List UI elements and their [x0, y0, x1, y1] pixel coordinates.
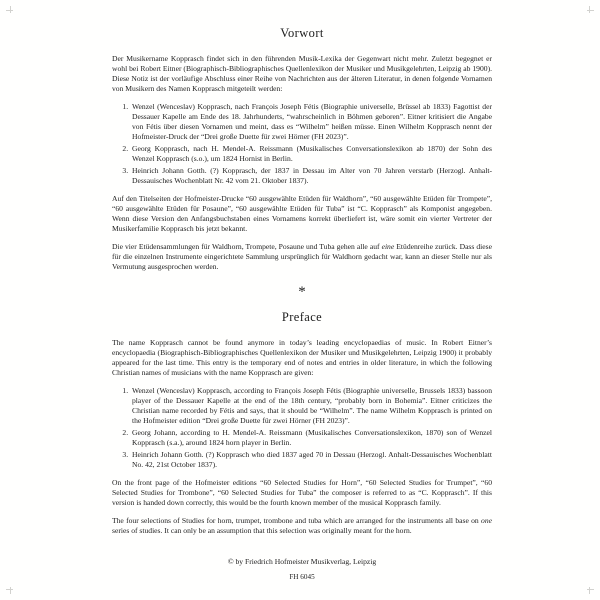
text-run: series of studies. It can only be an assumption that this selection was originally meant for the horn. [112, 526, 412, 535]
vorwort-name-list [115, 102, 492, 186]
vorwort-heading: Vorwort [280, 26, 324, 40]
vorwort-conclusion-paragraph [112, 242, 492, 272]
crop-mark [589, 587, 590, 594]
crop-mark [10, 6, 11, 13]
plate-number: FH 6045 [289, 573, 315, 581]
list-item: 2. Georg Johann, according to H. Mendel-A. Reissmann (Musikalisches Conversationslexikon, 1870) son of Wenzel Kopprasch (s.a.), around 1824 horn player in Berlin. [130, 428, 492, 448]
emphasized-word: one [481, 516, 492, 525]
list-item: 2. Georg Kopprasch, nach H. Mendel-A. Reissmann (Musikalisches Conversationslexikon ab 1870) der Sohn des Wenzel Kopprasch (s.o.), um 1824 Hornist in Berlin. [130, 144, 492, 164]
text-run: Die vier Etüdensammlungen für Waldhorn, Trompete, Posaune und Tuba gehen alle auf [112, 242, 382, 251]
preface-editions-paragraph: On the front page of the Hofmeister editions “60 Selected Studies for Horn”, “60 Selected Studies for Trumpet”, “60 Selected Studies for Trombone”, “60 Selected Studies for Tuba” the composer is referred to as “C. Kopprasch”. If this version is handed down correctly, this would be the fourth known member of the musical Kopprasch family. [112, 478, 492, 507]
list-item: 1. Wenzel (Wenceslav) Kopprasch, according to François Joseph Fétis (Biographie universelle, Brussels 1833) bassoon player of the Dessauer Kapelle at the end of the 18th century, “probably born in Bohemia”. Eitner criticizes the Christian name recorded by Fétis and says, that it should be “Wilhelm”. The name Wilhelm Kopprasch is printed on the Hofmeister edition “Drei große Duette für zwei Hörner (FH 2023)”. [130, 386, 492, 426]
text-run: The four selections of Studies for horn, trumpet, trombone and tuba which are arranged for the instruments all base on [112, 516, 482, 525]
list-item: 3. Heinrich Johann Gotth. (?) Kopprasch, der 1837 in Dessau im Alter von 70 Jahren verstarb (Herzogl. Anhalt-Dessauisches Wochenblatt Nr. 42 vom 21. Oktober 1837). [130, 166, 492, 186]
preface-section [112, 310, 492, 544]
page-footer [112, 557, 492, 586]
list-item: 3. Heinrich Johann Gotth. (?) Kopprasch who died 1837 aged 70 in Dessau (Herzogl. Anhalt-Dessauisches Wochenblatt No. 42, 21st October 1837). [130, 450, 492, 470]
crop-mark [10, 587, 11, 594]
vorwort-editions-paragraph: Auf den Titelseiten der Hofmeister-Drucke “60 ausgewählte Etüden für Waldhorn”, “60 ausgewählte Etüden für Trompete”, “60 ausgewählte Etüden für Posaune”, “60 ausgewählte Etüden für Tuba” ist “C. Kopprasch” als Komponist angegeben. Wenn diese Version den Anfangsbuchstaben eines Vornamens korrekt überliefert ist, wäre somit ein vierter Vertreter der Musikerfamilie Kopprasch bis jetzt bekannt. [112, 194, 492, 233]
text-run: Etüdenreihe zurück. Dass diese für die einzelnen Instrumente eingerichtete Sammlung ursprünglich für Waldhorn gedacht war, kann an dieser Stelle nur als Vermutung ausgesprochen werden. [112, 242, 492, 271]
preface-conclusion-paragraph [112, 516, 492, 536]
preface-name-list [115, 386, 492, 470]
vorwort-section [112, 26, 492, 280]
preface-heading: Preface [281, 310, 323, 324]
emphasized-word: eine [381, 242, 395, 251]
preface-intro-paragraph: The name Kopprasch cannot be found anymore in today’s leading encyclopaedias of music. In Robert Eitner’s encyclopaedia (Biographisch-Bibliographisches Quellenlexikon der Musiker und Musikgelehrten, Leipzig 1900) it probably appeared for the last time. This entry is the temporary end of notes and entries in older literature, in which the following Christian names of musicians with the name Kopprasch are given: [112, 338, 492, 377]
copyright-line: © by Friedrich Hofmeister Musikverlag, Leipzig [227, 557, 377, 566]
section-separator-asterisk: * [298, 284, 306, 300]
list-item: 1. Wenzel (Wenceslav) Kopprasch, nach François Joseph Fétis (Biographie universelle, Brüssel ab 1833) Fagottist der Dessauer Kapelle am Ende des 18. Jahrhunderts, “wahrscheinlich in Böhmen geboren”. Eitner kritisiert die Angabe von Fétis über diesen Vornamen und meint, dass es “Wilhelm” heißen müsse. Einen Wilhelm Kopprasch nennt der Hofmeister-Druck der “Drei große Duette für zwei Hörner (FH 2023)”. [130, 102, 492, 142]
crop-mark [589, 6, 590, 13]
vorwort-intro-paragraph: Der Musikername Kopprasch findet sich in den führenden Musik-Lexika der Gegenwart nicht mehr. Zuletzt begegnet er wohl bei Robert Eitner (Biographisch-Bibliographisches Quellenlexikon der Musiker und Musikgelehrten, Leipzig ab 1900). Diese Notiz ist der vorläufige Abschluss einer Reihe von Nachrichten aus der älteren Literatur, in denen folgende Vornamen von Musikern des Namen Kopprasch mitgeteilt werden: [112, 54, 492, 93]
